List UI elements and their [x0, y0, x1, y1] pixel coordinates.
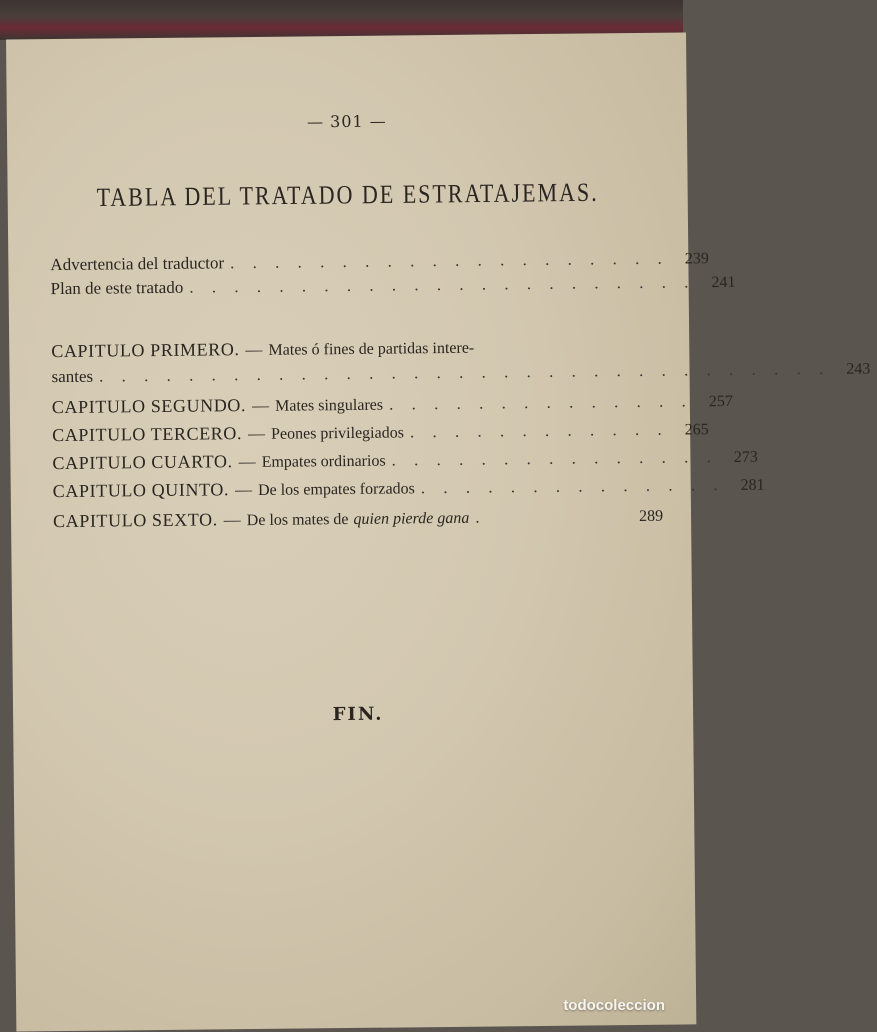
chapter-description: Empates ordinarios — [261, 452, 386, 471]
chapter-heading: CAPITULO SEXTO. — [52, 509, 218, 532]
end-marker: FIN. — [332, 703, 384, 726]
em-dash: — — [247, 423, 266, 444]
em-dash: — — [223, 510, 241, 530]
chapter-description: Mates singulares — [274, 396, 384, 415]
dot-leader: . . . . . . . . . . . . . . . . . . . . — [229, 248, 669, 273]
dot-leader: . . . . . . . . . . . . . . . — [391, 447, 718, 470]
table-of-contents — [50, 248, 871, 532]
toc-entry-page: 273 — [733, 448, 758, 466]
chapter-description: De los mates de — [246, 511, 349, 530]
watermark: todocoleccion — [563, 997, 665, 1014]
toc-entry-page: 239 — [684, 250, 709, 268]
page-number: — 301 — — [306, 111, 387, 132]
dot-leader: . . . . . . . . . . . . . . . . . . . . . . . — [189, 272, 696, 297]
toc-entry-page: 281 — [740, 476, 765, 494]
dot-leader: . . . . . . . . . . . . — [409, 419, 669, 442]
toc-entry — [51, 391, 733, 423]
toc-entry-page: 265 — [684, 421, 709, 439]
em-dash: — — [234, 480, 253, 500]
em-dash: — — [251, 395, 270, 416]
chapter-heading: CAPITULO QUINTO. — [52, 479, 230, 502]
book-page — [6, 32, 871, 1031]
chapter-description: Peones privilegiados — [270, 424, 404, 443]
dot-leader: . . . . . . . . . . . . . . . . . . . . . . . . . . . . . . . . . — [98, 358, 831, 386]
chapter-description-italic: quien pierde gana — [353, 509, 470, 528]
toc-entry — [52, 447, 758, 479]
chapter-heading: CAPITULO TERCERO. — [52, 423, 243, 446]
chapter-heading: CAPITULO CUARTO. — [52, 451, 233, 474]
chapter-description: Mates ó fines de partidas intere- — [268, 339, 475, 359]
toc-entry-page: 243 — [846, 360, 871, 378]
dot-leader: . — [475, 507, 487, 527]
toc-entry — [52, 475, 765, 507]
toc-entry-label: santes — [51, 366, 94, 387]
toc-entry — [53, 505, 663, 537]
toc-entry — [52, 419, 709, 451]
toc-entry — [50, 272, 736, 305]
toc-entry-page: 289 — [638, 507, 664, 525]
chapter-heading: CAPITULO SEGUNDO. — [51, 395, 247, 418]
em-dash: — — [245, 339, 263, 360]
chapter-description: De los empates forzados — [257, 480, 415, 499]
em-dash: — — [238, 451, 256, 472]
toc-entry-label: Advertencia del traductor — [50, 253, 225, 275]
toc-entry — [51, 358, 871, 393]
dot-leader: . . . . . . . . . . . . . . — [420, 475, 725, 498]
toc-entry-page: 241 — [711, 273, 736, 292]
toc-entry-page: 257 — [708, 392, 733, 411]
page-title: TABLA DEL TRATADO DE ESTRATAJEMAS. — [96, 176, 599, 213]
toc-entry-label: Plan de este tratado — [50, 277, 184, 299]
chapter-heading: CAPITULO PRIMERO. — [51, 339, 240, 362]
dot-leader: . . . . . . . . . . . . . . — [388, 391, 693, 414]
